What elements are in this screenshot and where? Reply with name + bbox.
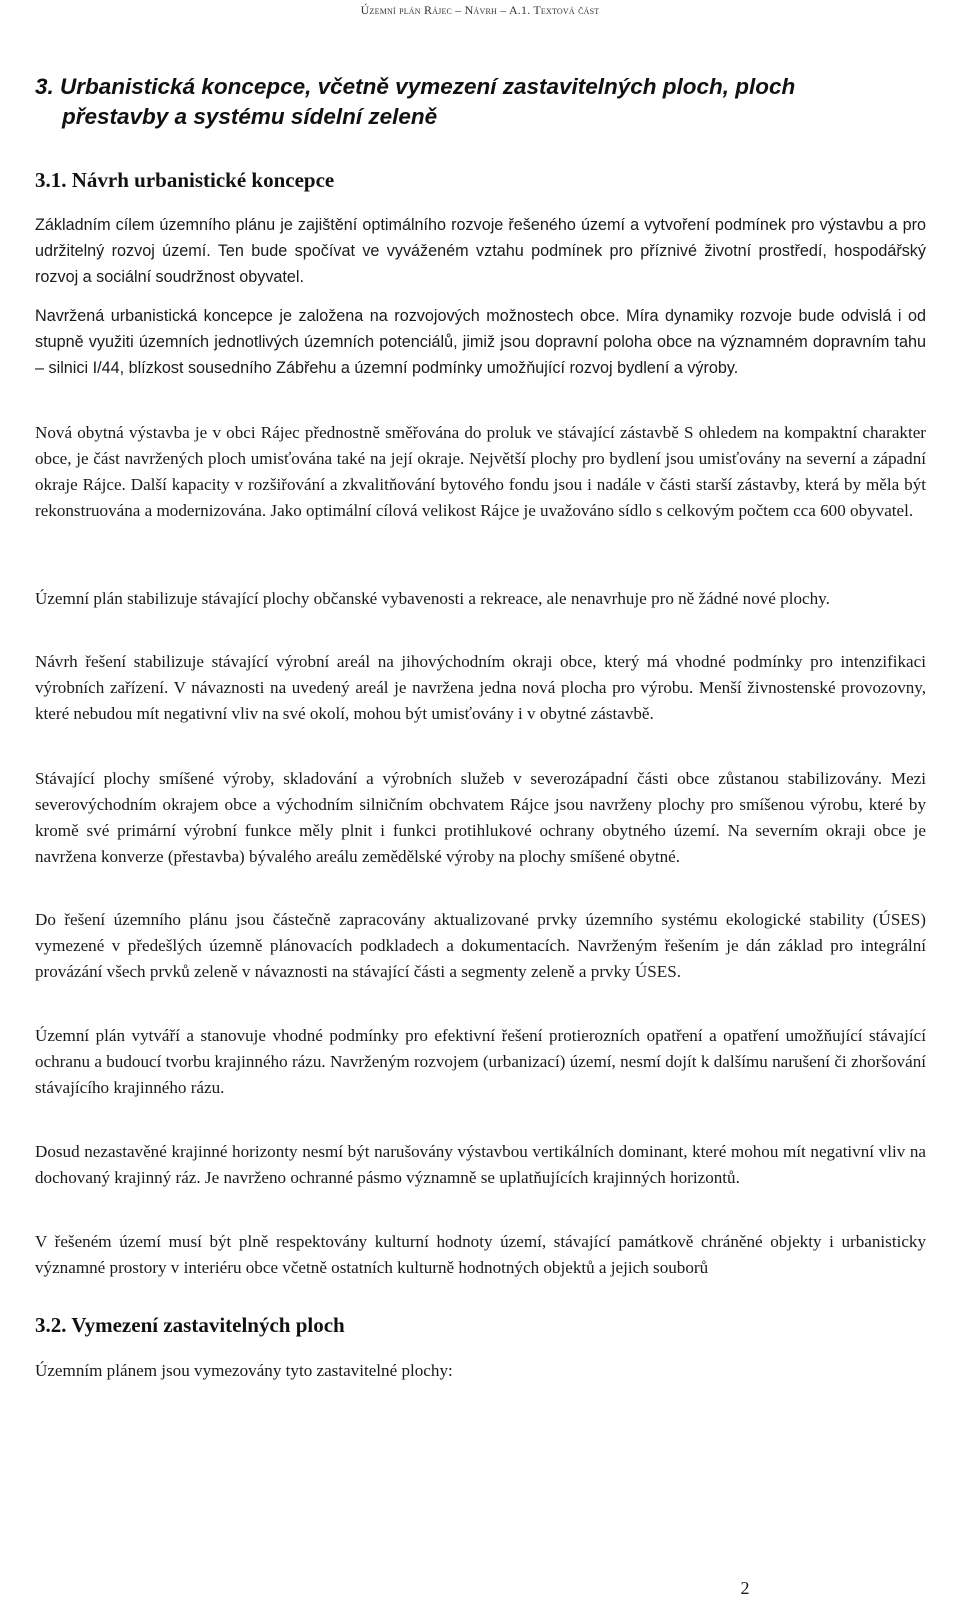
chapter-title	[35, 72, 935, 132]
paragraph-7: Do řešení územního plánu jsou částečně zapracovány aktualizované prvky územního systému ekologické stability (ÚSES) vymezené v předešlých územně plánovacích podkladech a dokumentacích. Navrženým řešením je dán základ pro integrální provázání všech prvků zeleně v návaznosti na stávající části a segmenty zeleně a prvky ÚSES.	[35, 910, 926, 981]
paragraph-10: V řešeném území musí být plně respektovány kulturní hodnoty území, stávající památkově chráněné objekty i urbanisticky významné prostory v interiéru obce včetně ostatních kulturně hodnotných objektů a jejich souborů	[35, 1232, 926, 1277]
paragraph-4: Územní plán stabilizuje stávající plochy občanské vybavenosti a rekreace, ale nenavrhuje pro ně žádné nové plochy.	[35, 589, 830, 608]
paragraph-2: Navržená urbanistická koncepce je založena na rozvojových možnostech obce. Míra dynamiky rozvoje bude odvislá i od stupně využiti územních jednotlivých územních potenciálů, jimiž jsou dopravní poloha obce na významném dopravním tahu – silnici I/44, blízkost sousedního Zábřehu a územní podmínky umožňující rozvoj bydlení a výroby.	[35, 307, 926, 377]
section-heading-3-1: 3.1. Návrh urbanistické koncepce	[35, 168, 335, 192]
paragraph-1	[35, 212, 926, 290]
paragraph-5: Návrh řešení stabilizuje stávající výrobní areál na jihovýchodním okraji obce, který má vhodné podmínky pro intenzifikaci výrobních zařízení. V návaznosti na uvedený areál je navržena jedna nová plocha pro výrobu. Menší živnostenské provozovny, které nebudou mít negativní vliv na své okolí, mohou být umisťovány i v obytné zástavbě.	[35, 652, 926, 723]
paragraph-1-text: Základním cílem územního plánu je zajištění optimálního rozvoje řešeného území a vytvoření podmínek pro výstavbu a pro udržitelný rozvoj území. Ten bude spočívat ve vyváženém vztahu podmínek pro příznivé životní prostředí, hospodářský rozvoj a sociální soudržnost obyvatel.	[35, 216, 926, 286]
running-header: Územní plán Rájec – Návrh – A.1. Textová část	[360, 3, 600, 17]
paragraph-9: Dosud nezastavěné krajinné horizonty nesmí být narušovány výstavbou vertikálních dominant, které mohou mít negativní vliv na dochovaný krajinný ráz. Je navrženo ochranné pásmo významně se uplatňujících krajinných horizontů.	[35, 1142, 926, 1187]
section-heading-3-2: 3.2. Vymezení zastavitelných ploch	[35, 1313, 345, 1337]
chapter-number: 3.	[35, 74, 54, 99]
paragraph-3: Nová obytná výstavba je v obci Rájec přednostně směřována do proluk ve stávající zástavbě S ohledem na kompaktní charakter obce, je část navržených ploch umisťována také na její okraje. Největší plochy pro bydlení jsou umisťovány na severní a západní okraje Rájce. Další kapacity v rozšiřování a zkvalitňování bytového fondu jsou i nadále v části starší zástavby, která by měla být rekonstruována a modernizována. Jako optimální cílová velikost Rájce je uvažováno sídlo s celkovým počtem cca 600 obyvatel.	[35, 423, 926, 520]
page-number: 2	[740, 1578, 750, 1598]
chapter-title-line2: přestavby a systému sídelní zeleně	[62, 104, 438, 129]
paragraph-8: Územní plán vytváří a stanovuje vhodné podmínky pro efektivní řešení protierozních opatření a opatření umožňující stávající ochranu a budoucí tvorbu krajinného rázu. Navrženým rozvojem (urbanizací) území, nesmí dojít k dalšímu narušení či zhoršování stávajícího krajinného rázu.	[35, 1026, 926, 1097]
paragraph-6: Stávající plochy smíšené výroby, skladování a výrobních služeb v severozápadní části obce zůstanou stabilizovány. Mezi severovýchodním okrajem obce a východním silničním obchvatem Rájce jsou navrženy plochy pro smíšenou výrobu, které by kromě své primární výrobní funkce měly plnit i funkci protihlukové ochrany obytného území. Na severním okraji obce je navržena konverze (přestavba) bývalého areálu zemědělské výroby na plochy smíšené obytné.	[35, 769, 926, 866]
chapter-title-line1: Urbanistická koncepce, včetně vymezení zastavitelných ploch, ploch	[60, 74, 796, 99]
section-2-intro: Územním plánem jsou vymezovány tyto zastavitelné plochy:	[35, 1361, 453, 1380]
